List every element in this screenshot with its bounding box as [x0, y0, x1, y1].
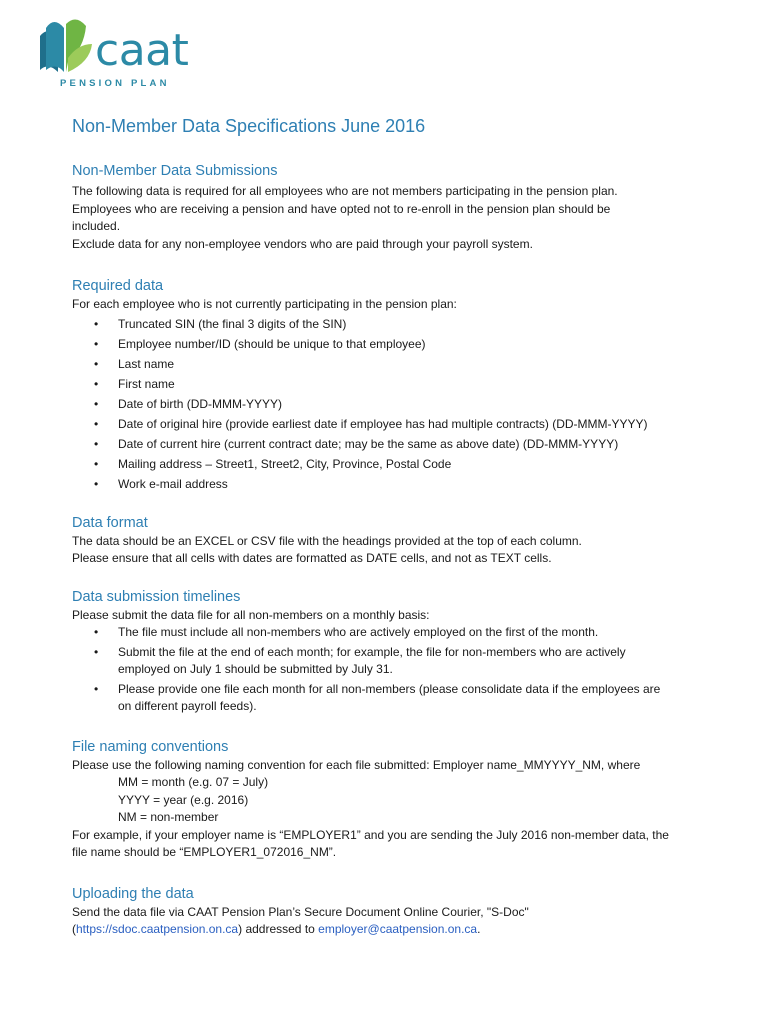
logo-subtitle: PENSION PLAN — [60, 78, 170, 89]
list-item-text: Employee number/ID (should be unique to that employee) — [118, 336, 426, 351]
naming-example: file name should be “EMPLOYER1_072016_NM”. — [72, 845, 337, 859]
list-item-text: Last name — [118, 356, 175, 371]
naming-intro: Please use the following naming convention for each file submitted: Employer name_MMYYYY_NM, where — [72, 757, 641, 772]
bullet-icon: • — [94, 644, 99, 659]
sdoc-link[interactable]: https://sdoc.caatpension.on.ca — [76, 922, 239, 936]
upload-paren: ( — [72, 922, 76, 936]
list-item-text: The file must include all non-members who are actively employed on the first of the month. — [118, 625, 599, 639]
list-item-text: Date of current hire (current contract date; may be the same as above date) (DD-MMM-YYYY) — [118, 436, 619, 451]
list-item — [72, 474, 712, 494]
format-line: The data should be an EXCEL or CSV file with the headings provided at the top of each column. — [72, 533, 582, 548]
timelines-list — [72, 624, 712, 716]
list-item — [72, 314, 712, 334]
document-body — [72, 113, 712, 939]
heading-upload: Uploading the data — [72, 885, 194, 902]
bullet-icon: • — [94, 416, 99, 431]
heading-submissions: Non-Member Data Submissions — [72, 163, 278, 179]
list-item-text: First name — [118, 376, 175, 391]
naming-example: For example, if your employer name is “EMPLOYER1” and you are sending the July 2016 non-member data, the — [72, 827, 669, 842]
list-item — [72, 334, 712, 354]
heading-format: Data format — [72, 514, 148, 531]
submissions-line: Exclude data for any non-employee vendors who are paid through your payroll system. — [72, 236, 533, 251]
list-item-text: Truncated SIN (the final 3 digits of the SIN) — [118, 316, 347, 331]
bullet-icon: • — [94, 396, 99, 411]
logo-wordmark: caat — [95, 25, 189, 76]
bullet-icon: • — [94, 376, 99, 391]
page-title: Non-Member Data Specifications June 2016 — [72, 116, 426, 136]
upload-end: . — [477, 922, 481, 936]
submissions-line: The following data is required for all employees who are not members participating in the pension plan. — [72, 184, 618, 198]
submissions-line: Employees who are receiving a pension and have opted not to re-enroll in the pension plan should be — [72, 201, 611, 216]
naming-def: MM = month (e.g. 07 = July) — [118, 775, 269, 789]
naming-def: NM = non-member — [118, 810, 219, 824]
list-item-text: Date of birth (DD-MMM-YYYY) — [118, 396, 283, 411]
list-item — [72, 354, 712, 374]
list-item — [72, 644, 712, 679]
upload-mid-text: ) addressed to — [238, 922, 319, 936]
heading-naming: File naming conventions — [72, 738, 229, 755]
list-item-text: Mailing address – Street1, Street2, City, Province, Postal Code — [118, 456, 452, 471]
list-item — [72, 454, 712, 474]
bullet-icon: • — [94, 681, 99, 696]
list-item-text: on different payroll feeds). — [118, 699, 257, 713]
caat-logo — [38, 14, 198, 94]
required-intro: For each employee who is not currently participating in the pension plan: — [72, 297, 457, 311]
list-item-text: Submit the file at the end of each month; for example, the file for non-members who are actively — [118, 644, 626, 659]
submissions-line: included. — [72, 219, 121, 233]
list-item — [72, 624, 712, 642]
list-item — [72, 394, 712, 414]
bullet-icon: • — [94, 476, 99, 491]
required-list — [72, 314, 712, 494]
upload-line: Send the data file via CAAT Pension Plan’s Secure Document Online Courier, "S-Doc" — [72, 904, 529, 919]
book-leaf-icon — [38, 14, 94, 74]
naming-def: YYYY = year (e.g. 2016) — [118, 792, 249, 807]
bullet-icon: • — [94, 625, 99, 639]
upload-line-2 — [72, 921, 712, 939]
heading-timelines: Data submission timelines — [72, 588, 241, 605]
bullet-icon: • — [94, 356, 99, 371]
bullet-icon: • — [94, 436, 99, 451]
heading-required: Required data — [72, 278, 164, 294]
list-item-text: employed on July 1 should be submitted by July 31. — [118, 662, 393, 676]
format-line: Please ensure that all cells with dates are formatted as DATE cells, and not as TEXT cells. — [72, 551, 552, 565]
list-item — [72, 681, 712, 716]
bullet-icon: • — [94, 456, 99, 471]
bullet-icon: • — [94, 336, 99, 351]
bullet-icon: • — [94, 316, 99, 331]
employer-email-link[interactable]: employer@caatpension.on.ca — [318, 922, 478, 936]
list-item-text: Date of original hire (provide earliest date if employee has had multiple contracts) (DD-MMM-YYYY) — [118, 416, 648, 431]
list-item-text: Please provide one file each month for all non-members (please consolidate data if the employees are — [118, 681, 661, 696]
list-item-text: Work e-mail address — [118, 476, 228, 491]
list-item — [72, 434, 712, 454]
list-item — [72, 414, 712, 434]
list-item — [72, 374, 712, 394]
timelines-intro: Please submit the data file for all non-members on a monthly basis: — [72, 607, 430, 622]
